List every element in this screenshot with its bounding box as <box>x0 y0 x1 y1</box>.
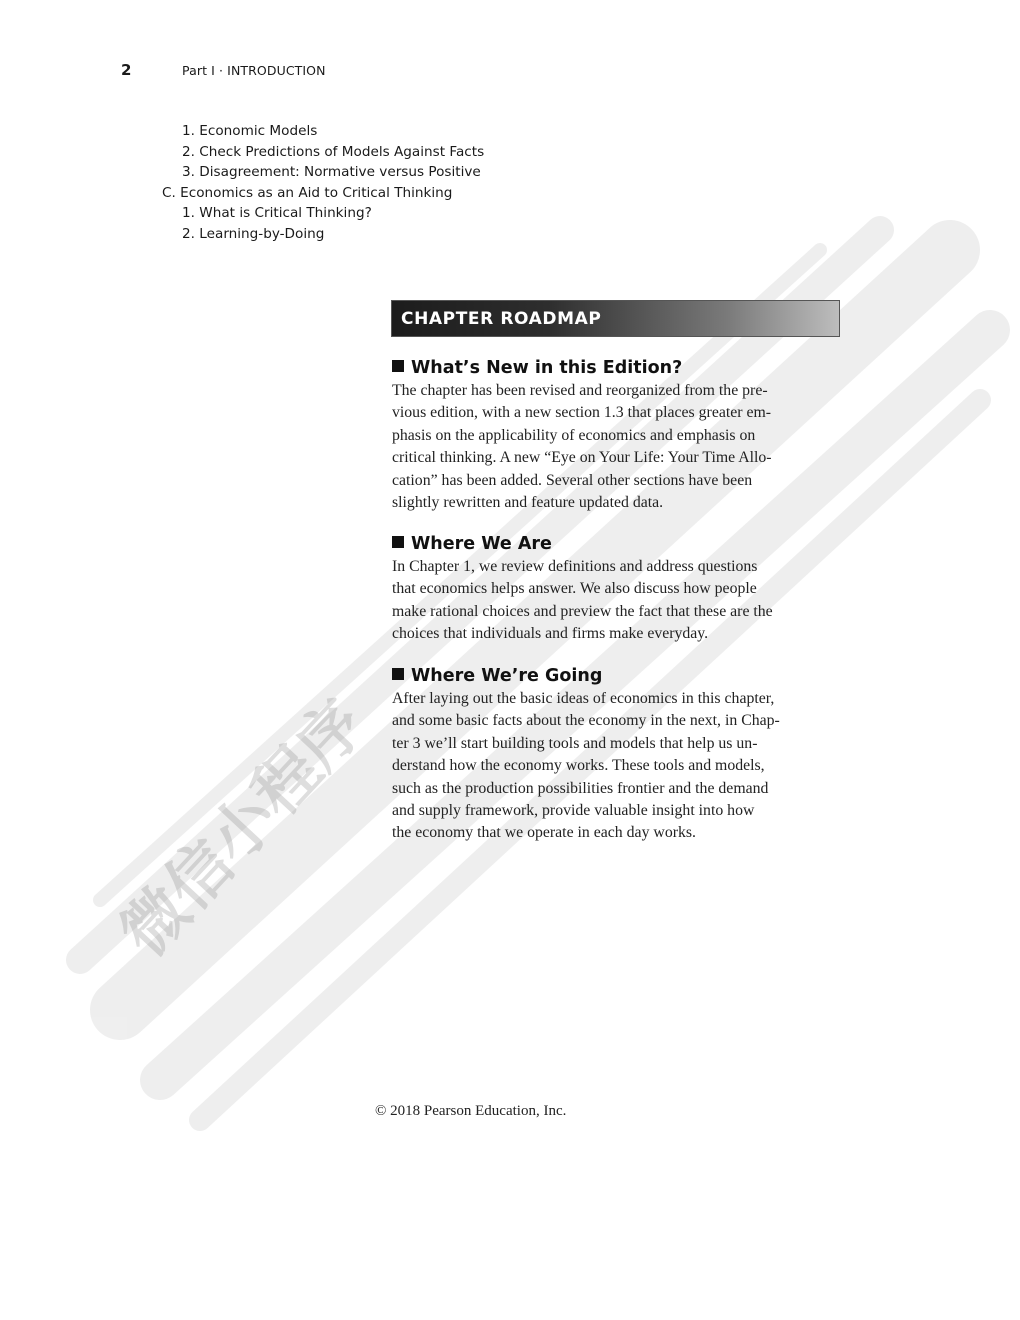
body-line: and supply framework, provide valuable insight into how <box>392 802 755 820</box>
roadmap-section-whats-new <box>392 356 840 514</box>
section-heading: Where We’re Going <box>392 664 840 688</box>
body-line: critical thinking. A new “Eye on Your Life: Your Time Allo- <box>392 449 772 467</box>
body-line: vious edition, with a new section 1.3 that places greater em- <box>392 404 772 422</box>
roadmap-title: CHAPTER ROADMAP <box>401 309 602 329</box>
outline-item: 3. Disagreement: Normative versus Positive <box>182 164 481 181</box>
body-line: slightly rewritten and feature updated data. <box>392 494 664 512</box>
body-line: derstand how the economy works. These tools and models, <box>392 757 765 775</box>
chapter-outline <box>162 121 484 245</box>
roadmap-section-where-we-are <box>392 532 840 646</box>
outline-item: C. Economics as an Aid to Critical Thinking <box>162 184 453 201</box>
body-line: The chapter has been revised and reorganized from the pre- <box>392 382 768 399</box>
page-number: 2 <box>121 61 132 79</box>
body-line: and some basic facts about the economy in the next, in Chap- <box>392 712 780 730</box>
body-line: In Chapter 1, we review definitions and address questions <box>392 558 758 575</box>
chapter-roadmap-banner <box>391 300 840 337</box>
square-bullet-icon <box>392 360 404 372</box>
outline-item: 1. Economic Models <box>182 123 318 139</box>
watermark-text: 微信小程序 <box>107 686 380 971</box>
body-line: make rational choices and preview the fact that these are the <box>392 602 773 620</box>
running-head: Part I · INTRODUCTION <box>182 63 326 78</box>
body-line: the economy that we operate in each day works. <box>392 824 696 842</box>
body-line: choices that individuals and firms make everyday. <box>392 625 709 643</box>
body-line: such as the production possibilities frontier and the demand <box>392 779 769 797</box>
body-line: After laying out the basic ideas of economics in this chapter, <box>392 690 775 707</box>
copyright-footer: © 2018 Pearson Education, Inc. <box>375 1103 567 1119</box>
section-heading: What’s New in this Edition? <box>392 356 840 380</box>
outline-item: 1. What is Critical Thinking? <box>182 205 372 222</box>
square-bullet-icon <box>392 668 404 680</box>
square-bullet-icon <box>392 536 404 548</box>
body-line: ter 3 we’ll start building tools and models that help us un- <box>392 734 758 752</box>
body-line: that economics helps answer. We also discuss how people <box>392 580 757 598</box>
outline-item: 2. Learning-by-Doing <box>182 225 325 242</box>
outline-item: 2. Check Predictions of Models Against Facts <box>182 143 485 160</box>
body-line: cation” has been added. Several other sections have been <box>392 471 753 489</box>
body-line: phasis on the applicability of economics and emphasis on <box>392 426 756 444</box>
section-heading: Where We Are <box>392 532 840 556</box>
roadmap-section-where-were-going <box>392 664 840 845</box>
